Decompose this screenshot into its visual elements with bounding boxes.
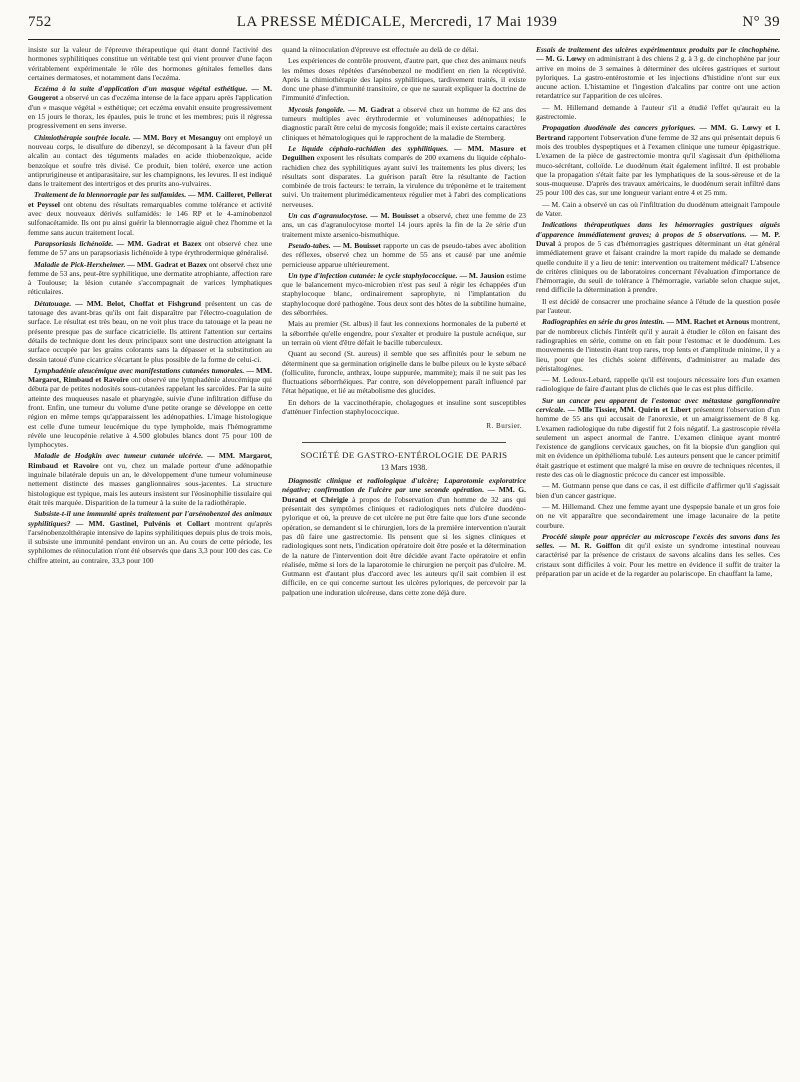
newspaper-page [28, 14, 780, 1072]
text-columns [28, 45, 780, 1063]
paragraph: Les expériences de contrôle prouvent, d'autre part, que chez des animaux neufs les mêmes doses répétées d'arsénobenzol ne modifient en rien la réceptivité. Après la chimiothérapie des lapins syphilitiques, tardivement traités, il existe donc une phase d'immunité transitoire, ce que ne saurait expliquer la doctrine de l'immunité d'infection. [282, 56, 526, 103]
page-header [28, 14, 780, 34]
article-title: Diagnostic clinique et radiologique d'ulcère; Laparotomie exploratrice négative; confirmation de l'ulcère par une seconde opération. [282, 476, 526, 495]
article-body: à propos de l'observation d'un homme de 32 ans qui présentait des symptômes cliniques et radiologiques nets d'ulcère duodéno-pylorique et où, la preuve de cet ulcère ne put être faite que lors d'une seconde opération, se demandent si le chirurgien, lors de la première intervention n'aurait pas dû faire une gastrectomie. Ils pensent que si les signes cliniques et radiologiques sont nets, l'indication opératoire doit être posée et la détermination de la nature de l'intervention doit être décidée avant l'acte opératoire et enfin réalisée, même si lors de la laparotomie le chirurgien ne perçoit pas d'ulcère. M. Gutmann est d'autant plus d'accord avec les auteurs qu'il sait combien il est difficile, en ce qui concerne surtout les ulcères pyloriques, de percevoir par la palpation une induration ulcéreuse, dans cette zone déjà dure. [282, 494, 526, 597]
article-title: Maladie de Pick-Herxheimer. [34, 259, 126, 269]
column-middle [282, 45, 526, 1063]
article-body: présentent un cas de tatouage des avant-bras qu'ils ont fait disparaître par l'électro-coagulation de surface. Le résultat est très beau, on ne voit plus trace du tatouage et la peau ne présente presque pas de surface cicatricielle. Ils attirent l'attention sur certains détails de technique dont les deux principaux sont une destruction atteignant la surface occupée par les grains colorants sans la dépasser et la substitution au dessin tatoué d'une cicatrice s'écartant le plus possible de la forme de celui-ci. [28, 298, 272, 364]
header-rule [28, 39, 780, 40]
paragraph: insiste sur la valeur de l'épreuve thérapeutique qui étant donné l'activité des hormones syphilitiques constitue un véritable test qui vient prouver d'une façon véritablement expérimentale le rôle des hormones génitales femelles dans certaines dermatoses, et notamment dans l'eczéma. [28, 45, 272, 82]
article-body: rapportent l'observation d'une femme de 32 ans qui présentait depuis 6 mois des troubles dyspeptiques et à l'examen clinique une tumeur épigastrique. L'examen de la pièce de gastrectomie montra qu'il s'agissait d'un épithélioma muco-sécrétant, colloïde. Le duodénum était également infiltré. Il est probable que la propagation s'était faite par les lymphatiques de la sous-séreuse et de la sous-muqueuse. D'après des travaux américains, le duodénum serait infiltré dans 25 pour 100 des cas, sur une longueur variant entre 4 et 25 mm. [536, 132, 780, 198]
issue-number: N° 39 [742, 14, 780, 30]
article-authors: — MM. Cailleret, Pellerat et Peyssel [28, 190, 272, 209]
article-authors: — MM. Belot, Choffat et Fishgrund [75, 298, 202, 308]
article-title: Un type d'infection cutanée: le cycle staphylococcique. [288, 270, 458, 280]
article-body: dit qu'il existe un syndrome intestinal nouveau caractérisé par la présence de cristaux de savons alcalins dans les selles. Ces cristaux sont difficiles à voir. Pour les mettre en évidence il suffit de traiter la préparation par un acide et de la regarder au polariscope. En chauffant la lame, [536, 541, 780, 579]
article-authors: — MM. Margarot, Rimbaud et Ravoire [28, 451, 272, 470]
article-title: Traitement de la blennorragie par les sulfamides. [34, 190, 187, 200]
article [28, 299, 272, 364]
paragraph: quand la réinoculation d'épreuve est effectuée au delà de ce délai. [282, 45, 479, 54]
article [28, 509, 272, 565]
article-authors: — MM. Margarot, Rimbaud et Ravoire [28, 365, 272, 385]
article-body: ont observé chez une femme de 53 ans, peut-être syphilitique, une dermatite atrophiante, affection rare à Toulouse; la lésion cutanée s'accompagnait de varices lymphatiques réticulaires. [28, 259, 272, 297]
article [282, 271, 526, 317]
journal-title: LA PRESSE MÉDICALE, Mercredi, 17 Mai 1939 [236, 14, 558, 30]
article [28, 190, 272, 236]
article-body: ont employé un nouveau corps, le disulfure de dibenzyl, se décomposant à la faveur d'un pH alcalin au contact des téguments malades en acide thiobenzoïque, acide benzoïque et soufre très divisé. Ce produit, bien toléré, exerce une action antiprurigineuse et antiparasitaire, sur les champignons, les levures. Il est indiqué dans le traitement des intertrigos et des prurits ano-vulvaires. [28, 132, 272, 189]
article-body: estime que le balancement myco-microbien n'est pas seul à régir les échappées d'un staphylocoque blanc, ordinairement saprophyte, ni l'implantation du staphylocoque doré pathogène. Tous deux sont des hôtes de la subtiline humaine, des séborrhées. [282, 270, 526, 318]
article-title: Maladie de Hodgkin avec tumeur cutanée ulcérée. [34, 451, 204, 461]
article-authors: — M. P. Duval [536, 229, 780, 248]
paragraph: — M. Gutmann pense que dans ce cas, il est difficile d'affirmer qu'il s'agissait bien d'un cancer gastrique. [536, 481, 780, 500]
article [282, 105, 526, 142]
article-body: a observé un cas d'eczéma intense de la face apparu après l'application d'un « masque végétal » esthétique; cet eczéma envahit ensuite progressivement en 15 jours le thorax, les épaules, puis le tronc et les membres; puis il régressa progressivement en sens inverse. [28, 93, 272, 131]
article-body: en administrant à des chiens 2 g. à 3 g. de cinchophène par jour arrive en moins de 3 semaines à déterminer des ulcères gastriques et surtout pyloriques. La gastro-entérostomie et les injections d'histidine n'ont sur eux aucune action. L'histamine et l'ingestion d'alcalins par contre ont une action retardatrice sur l'apparition de ces ulcères. [536, 54, 780, 101]
article-title: Subsiste-t-il une immunité après traitement par l'arsénobenzol des animaux syphilitiques? [28, 509, 272, 528]
article-authors: — M. Jausion [459, 270, 505, 280]
paragraph: — M. Hillemand. Chez une femme ayant une dyspepsie banale et un gros foie on ne vit apparaître que secondairement une image lacunaire de la petite courbure. [536, 501, 780, 530]
article-authors: — M. R. Goiffon [558, 541, 621, 551]
article [536, 123, 780, 197]
column-right [536, 45, 780, 1063]
page-number: 752 [28, 14, 52, 30]
paragraph: Mais au premier (St. albus) il faut les connexions hormonales de la puberté et la séborrhée qu'elle engendre, pour s'exalter et produire la pustule acnéique, sur un terrain où vient d'être défait le bacille tuberculeux. [282, 319, 526, 347]
paragraph: Il est décidé de consacrer une prochaine séance à l'étude de la question posée par l'auteur. [536, 296, 780, 316]
article-title: Un cas d'agranulocytose. [288, 211, 368, 221]
article-authors: — M. G. Lœwy [536, 54, 586, 64]
article [282, 476, 526, 597]
article-title: Procédé simple pour apprécier au microscope l'excès des savons dans les selles. [536, 531, 780, 551]
article-title: Eczéma à la suite d'application d'un masque végétal esthétique. [34, 84, 248, 94]
paragraph: Quant au second (St. aureus) il semble que ses affinités pour le sebum ne déterminent que sa germination originelle dans le bulbe pileux ou le kyste sébacé (folliculite, furoncle, anthrax, loupe suppurée, mammite); mais il ne suit pas les fluctuations séborrhéiques. Par contre, son développement paraît influencé par l'état hépatique, et lié au métabolisme des glucides. [282, 349, 526, 396]
article [28, 133, 272, 189]
paragraph: — M. Hillemand demande à l'auteur s'il a étudié l'effet qu'aurait eu la gastrectomie. [536, 102, 780, 122]
column-left [28, 45, 272, 1063]
article-authors: — M. Bouisset [370, 211, 419, 221]
article-body: exposent les résultats comparés de 200 examens du liquide céphalo-rachidien chez des syphilitiques ayant suivi les traitements les plus divers; les résultats sont disparates. La guérison paraît être la résultante de l'action combinée de trois facteurs: le terrain, la virulence du tréponème et le traitement suivi. Un traitement plurimédicamenteux régulier met à l'abri des complications nerveuses. [282, 153, 526, 209]
signature: R. Bursier. [486, 422, 522, 431]
article-title: Radiographies en série du gros intestin. [542, 317, 665, 327]
article-body: montrent qu'après l'arsénobenzolthérapie intensive de lapins syphilitiques depuis plus de trois mois, il subsiste une immunité pendant environ un an. Au cours de cette période, les syphilomes de réinoculation n'ont été observés que dans 3,3 pour 100 des cas. Ce chiffre atteint, au contraire, 33,3 pour 100 [28, 518, 272, 565]
article-authors: — M. Gadrat [348, 104, 394, 114]
article-title: Sur un cancer peu apparent de l'estomac avec métastase ganglionnaire cervicale. [536, 395, 780, 414]
article [28, 84, 272, 130]
article [282, 144, 526, 209]
article-title: Le liquide céphalo-rachidien des syphilitiques. [288, 143, 449, 153]
article [28, 239, 272, 258]
article-body: présentent l'observation d'un homme de 55 ans qui accusait de l'anorexie, et un amaigrissement de 8 kg. L'examen radiologique du tube digestif fut 2 fois négatif. La gastroscopie révéla seulement un aspect anormal de l'antre. L'examen clinique ayant montré l'existence de ganglions cervicaux gauches, on fit la biopsie d'un ganglion qui mit en évidence un épithélioma tubulé. Les auteurs pensent que le cancer primitif était gastrique et estiment que malgré la mise en œuvre de techniques récentes, il reste des cas où le diagnostic précoce du cancer est impossible. [536, 404, 780, 480]
article-title: Essais de traitement des ulcères expérimentaux produits par le cinchophène. [536, 45, 780, 54]
article-authors: — MM. G. Durand et Chérigie [282, 485, 526, 504]
article [28, 366, 272, 450]
article-body: montrent, par de nombreux clichés l'intérêt qu'il y aurait à étudier le côlon en faisant des radiographies en série, comme on en fait pour l'estomac et le duodénum. Les mouvements de l'intestin étant trop rares, trop lents et d'amplitude minime, il y a lieu, pour que les clichés soient différents, d'administrer au malade des péristaltogènes. [536, 317, 780, 373]
article-title: Détatouage. [34, 298, 72, 308]
article [536, 396, 780, 480]
article-body: ont observé une lymphadénie aleucémique qui débuta par de petites nodosités sous-cutanées rappelant les sarcoïdes. Par la suite atteinte des muqueuses nasale et pharyngée, suivie d'une infiltration diffuse du front. Enfin, une tumeur du volume d'une petite orange se développe en cette région en même temps qu'apparaissent les adénopathies. L'image histologique est celle d'une tumeur leucémique du type lymphoïde, mais l'hémogramme révèle une leucopénie relative à 4.500 globules blancs dont 75 pour 100 de lymphocytes. [28, 375, 272, 450]
article-authors: — MM. Masure et Deguilhen [282, 143, 526, 163]
article-body: ont vu, chez un malade porteur d'une adénopathie inguinale bilatérale depuis un an, le développement d'une tumeur volumineuse nettement distincte des masses ganglionnaires sous-jacentes. La structure histologique est typique, mais les auteurs insistent sur l'éosinophilie tissulaire qui était très marquée. Disparition de la tumeur à la suite de la radiothérapie. [28, 460, 272, 507]
article-authors: — MM. Rachet et Arnous [666, 317, 750, 327]
article-authors: — M. Bouisset [333, 240, 381, 250]
article-title: Lymphadénie aleucémique avec manifestations cutanées tumorales. [34, 365, 245, 375]
article [536, 220, 780, 294]
article [28, 260, 272, 297]
article-body: à propos de 5 cas d'hémorragies gastriques déterminant un état général immédiatement grave et faisant craindre la mort rapide du malade se demande quelle conduite il y a lieu de tenir: intervention ou traitement médical? L'absence de critères cliniques ou de laboratoires concernant l'évaluation d'importance de l'hémorragie, du seuil de tolérance à l'hémorragie, variable selon chaque sujet, rend difficile la détermination à prendre. [536, 238, 780, 295]
article-title: Chimiothérapie soufrée locale. [34, 132, 131, 142]
paragraph: En dehors de la vaccinothérapie, cholagogues et insuline sont susceptibles d'atténuer l'infection staphylococcique. [282, 397, 526, 416]
session-date: 13 Mars 1938. [380, 462, 428, 472]
article-authors: — MM. Gadrat et Bazex [116, 238, 202, 248]
article-authors: — Mlle Tissier, MM. Quirin et Libert [567, 404, 691, 414]
article-authors: — M. Gougerot [28, 84, 272, 103]
article-title: Propagation duodénale des cancers pyloriques. [542, 123, 696, 133]
article [536, 45, 780, 101]
article-title: Mycosis fongoïde. [288, 104, 345, 114]
article-body: a observé, chez une femme de 23 ans, un cas d'agranulocytose mortel 14 jours après la fin de la 2e série d'un traitement mixte arsenico-bismuthique. [282, 211, 526, 239]
paragraph: — M. Cain a observé un cas où l'infiltration du duodénum atteignait l'ampoule de Vater. [536, 199, 780, 219]
article-body: ont observé chez une femme de 57 ans un parapsoriasis lichénoïde à type érythrodermique généralisé. [28, 238, 272, 258]
article-title: Parapsoriasis lichénoïde. [34, 238, 114, 248]
article-authors: — MM. Gastinel, Pulvénis et Collart [75, 518, 210, 528]
article-title: Indications thérapeutiques dans les hémorragies gastriques aiguës d'apparence immédiatement graves; à propos de 5 observations. [536, 220, 780, 239]
article-body: rapporte un cas de pseudo-tabes avec abolition des réflexes, observé chez un homme de 55 ans et causé par une anémie pernicieuse apparue ultérieurement. [282, 240, 526, 269]
article [536, 532, 780, 578]
article-authors: — MM. Bory et Mesanguy [133, 132, 222, 142]
article-title: Pseudo-tabes. [288, 240, 331, 250]
paragraph: — M. Ledoux-Lebard, rappelle qu'il est toujours nécessaire lors d'un examen radiologique de faire d'autant plus de clichés que le cas est plus difficile. [536, 375, 780, 394]
article [282, 211, 526, 239]
article-body: ont obtenu des résultats remarquables comme tolérance et activité avec deux nouveaux dérivés sulfamidés: le 146 RP et le 4-aminobenzol sulfonacétamide. Ils ont pu ainsi guérir la blennorragie aiguë chez l'homme et la femme sans aucun traitement local. [28, 199, 272, 237]
section-divider [302, 442, 506, 443]
article [536, 317, 780, 373]
article-authors: — MM. Gadrat et Bazex [127, 259, 207, 269]
article-authors: — MM. G. Lœwy et I. Bertrand [536, 123, 780, 142]
article [28, 451, 272, 507]
article [282, 241, 526, 269]
article-body: a observé chez un homme de 62 ans des tumeurs multiples avec érythrodermie et volumineuses adénopathies; le diagnostic paraît être celui de mycosis fongoïde; mais il existe certains caractères cliniques et hématologiques qui le rapprochent de la maladie de Sternberg. [282, 104, 526, 142]
society-heading: SOCIÉTÉ DE GASTRO-ENTÉROLOGIE DE PARIS [300, 449, 508, 460]
